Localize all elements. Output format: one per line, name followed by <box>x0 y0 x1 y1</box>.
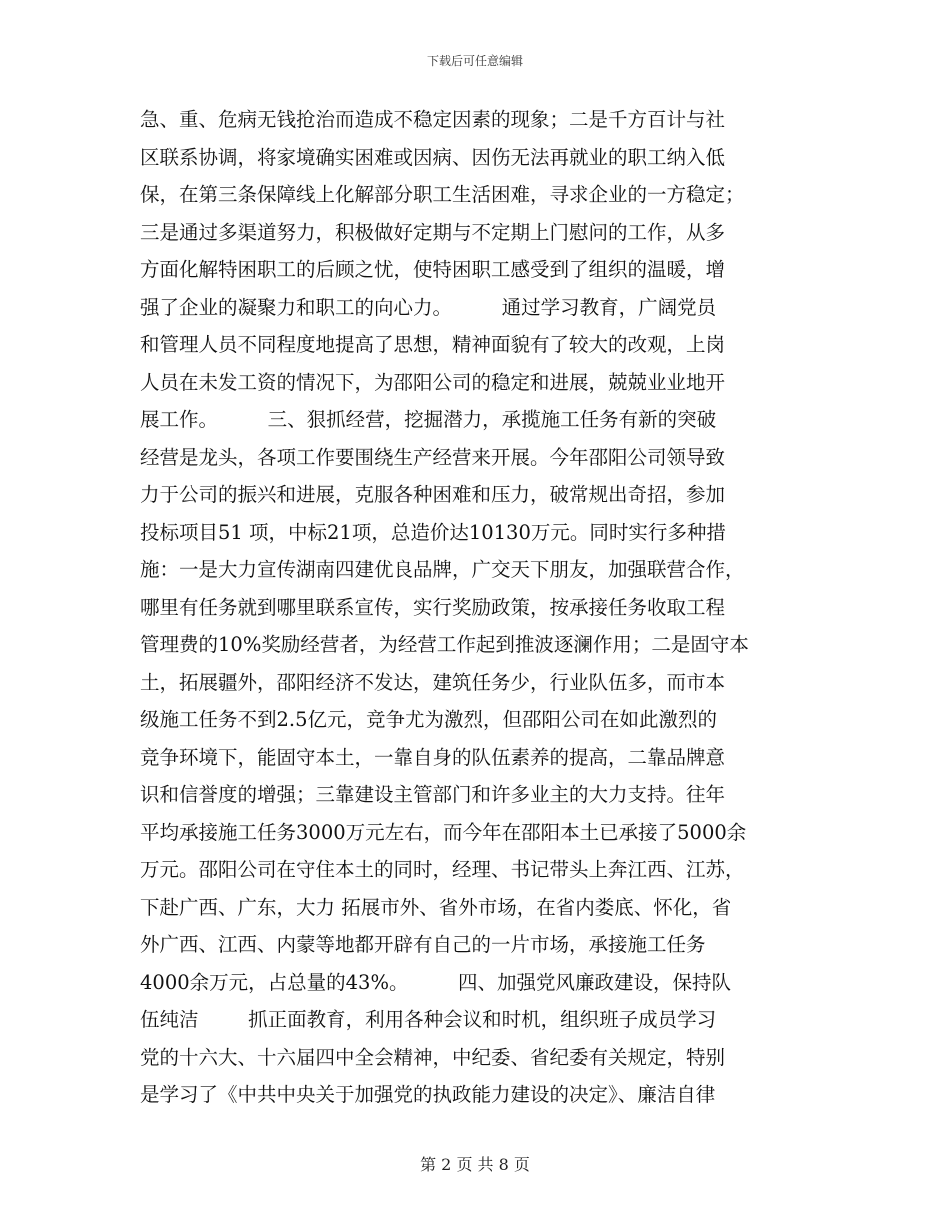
text-line: 党的十六大、十六届四中全会精神，中纪委、省纪委有关规定，特别 <box>140 1045 726 1069</box>
text-line: 竞争环境下，能固守本土，一靠自身的队伍素养的提高，二靠品牌意 <box>140 745 726 769</box>
text-line: 识和信誉度的增强；三靠建设主管部门和许多业主的大力支持。往年 <box>140 783 726 806</box>
text-line: 下赴广西、广东，大力 拓展市外、省外市场，在省内娄底、怀化，省 <box>140 895 732 919</box>
text-line: 平均承接施工任务3000万元左右，而今年在邵阳本土已承接了5000余 <box>140 820 747 844</box>
text-line: 三是通过多渠道努力，积极做好定期与不定期上门慰问的工作，从多 <box>140 220 726 244</box>
text-line: 施：一是大力宣传湖南四建优良品牌，广交天下朋友，加强联营合作， <box>140 558 745 581</box>
text-line: 伍纯洁 抓正面教育，利用各种会议和时机，组织班子成员学习 <box>140 1008 717 1031</box>
text-line: 力于公司的振兴和进展，克服各种困难和压力，破常规出奇招，参加 <box>140 483 726 506</box>
text-line: 展工作。 三、狠抓经营，挖掘潜力，承揽施工任务有新的突破 <box>140 408 717 431</box>
text-line: 人员在未发工资的情况下，为邵阳公司的稳定和进展，兢兢业业地开 <box>140 370 726 394</box>
text-line: 经营是龙头，各项工作要围绕生产经营来开展。今年邵阳公司领导致 <box>140 445 726 469</box>
text-line: 管理费的10%奖励经营者，为经营工作起到推波逐澜作用；二是固守本 <box>140 633 749 656</box>
page-footer: 第 2 页 共 8 页 <box>420 1155 530 1174</box>
text-line: 和管理人员不同程度地提高了思想，精神面貌有了较大的改观，上岗 <box>140 333 726 356</box>
text-line: 级施工任务不到2.5亿元，竞争尤为激烈，但邵阳公司在如此激烈的 <box>140 708 718 731</box>
text-line: 4000余万元，占总量的43%。 四、加强党风廉政建设，保持队 <box>140 970 732 994</box>
text-line: 投标项目51 项，中标21项，总造价达10130万元。同时实行多种措 <box>140 520 726 544</box>
text-line: 急、重、危病无钱抢治而造成不稳定因素的现象；二是千方百计与社 <box>140 108 726 131</box>
text-line: 区联系协调，将家境确实困难或因病、因伤无法再就业的职工纳入低 <box>140 145 726 169</box>
text-line: 万元。邵阳公司在守住本土的同时，经理、书记带头上奔江西、江苏， <box>140 858 745 881</box>
text-line: 保，在第三条保障线上化解部分职工生活困难，寻求企业的一方稳定； <box>140 183 745 206</box>
text-line: 强了企业的凝聚力和职工的向心力。 通过学习教育，广阔党员 <box>140 295 717 319</box>
text-line: 土，拓展疆外，邵阳经济不发达，建筑任务少，行业队伍多，而市本 <box>140 670 726 694</box>
text-line: 外广西、江西、内蒙等地都开辟有自己的一片市场，承接施工任务 <box>140 933 706 956</box>
text-line: 哪里有任务就到哪里联系宣传，实行奖励政策，按承接任务收取工程 <box>140 595 726 619</box>
text-line: 方面化解特困职工的后顾之忧，使特困职工感受到了组织的温暖，增 <box>140 258 726 281</box>
body-text <box>140 101 820 1114</box>
text-line: 是学习了《中共中央关于加强党的执政能力建设的决定》、廉洁自律 <box>140 1083 716 1106</box>
page-header: 下载后可任意编辑 <box>426 54 523 68</box>
